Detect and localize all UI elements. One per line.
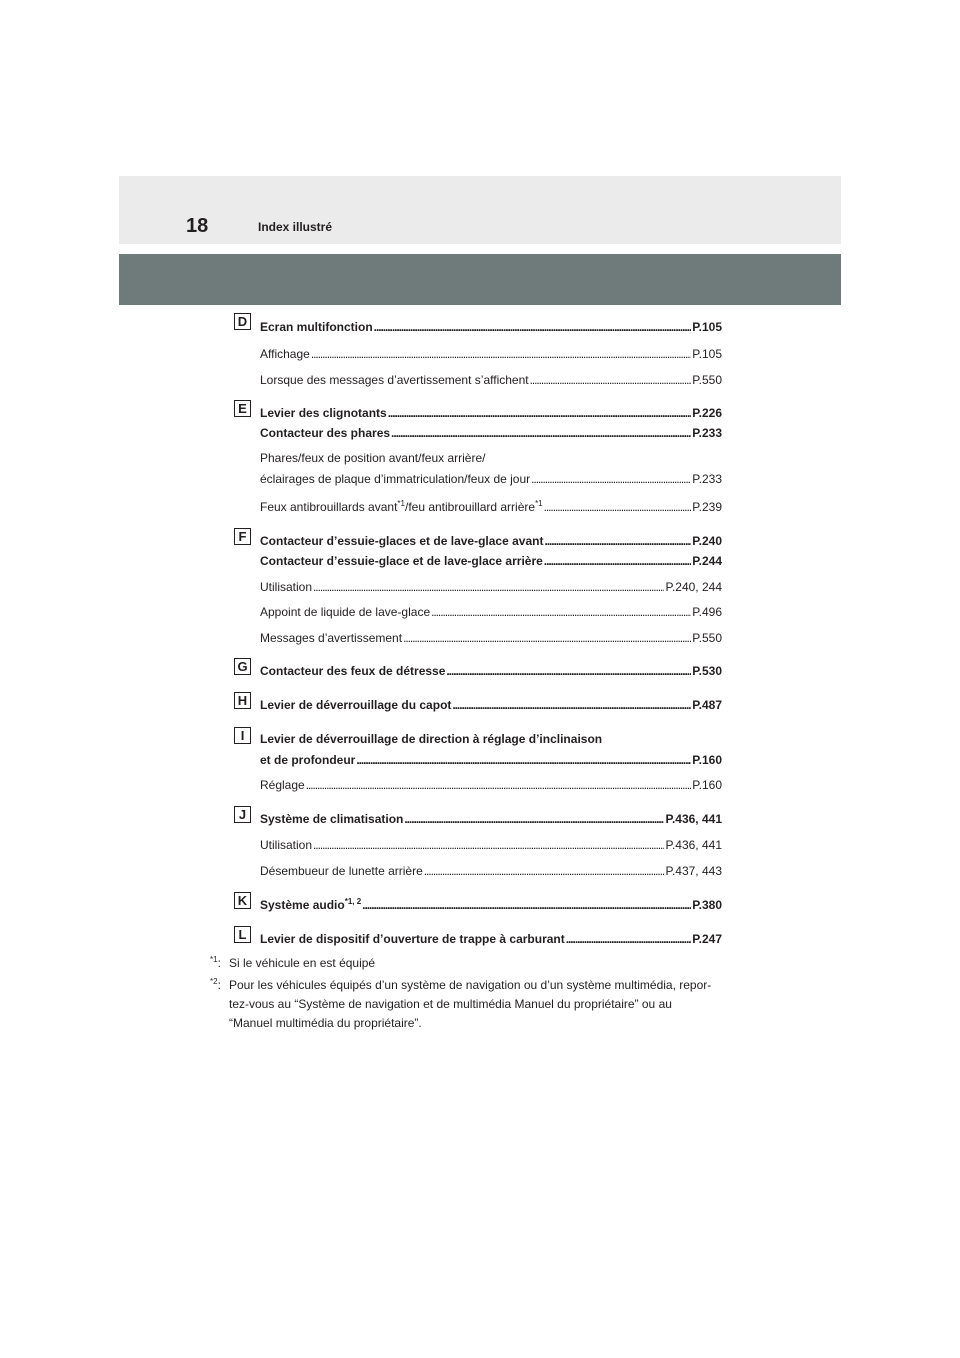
footnote-2-line2: tez-vous au “Système de navigation et de multimédia Manuel du propriétaire” ou au [229, 997, 672, 1011]
entry-label: Ecran multifonction [260, 320, 373, 334]
page-ref[interactable]: P.240 [692, 534, 722, 548]
entry-label: Système audio$^{*1, 2}$ [260, 897, 362, 912]
letter-box-e: E [234, 400, 251, 417]
footnote-2-line3: “Manuel multimédia du propriétaire”. [229, 1016, 422, 1030]
letter-box-f: F [234, 528, 251, 545]
header-bar [119, 176, 841, 244]
subentry-warning-messages[interactable] [260, 373, 722, 387]
footnote-2-mark: $^{*2}$: [210, 977, 221, 992]
dot-leader [544, 500, 692, 514]
dot-leader [356, 753, 691, 767]
page-ref[interactable]: P.496 [692, 605, 722, 619]
entry-rear-wiper-switch[interactable] [260, 554, 722, 568]
subentry-label: Désembueur de lunette arrière [260, 864, 423, 878]
entry-audio-system[interactable] [260, 898, 722, 912]
letter-box-i: I [234, 727, 251, 744]
letter-box-j: J [234, 806, 251, 823]
page-ref[interactable]: P.105 [692, 347, 722, 361]
entry-steering-lever[interactable] [260, 753, 722, 767]
dot-leader [530, 373, 692, 387]
subentry-adjustment[interactable] [260, 778, 722, 792]
page-ref[interactable]: P.380 [692, 898, 722, 912]
entry-air-conditioning[interactable] [260, 812, 722, 826]
entry-label: Contacteur des phares [260, 426, 391, 440]
page-ref[interactable]: P.436, 441 [665, 838, 722, 852]
dot-leader [404, 812, 664, 826]
page-ref[interactable]: P.436, 441 [665, 812, 722, 826]
page-ref[interactable]: P.226 [692, 406, 722, 420]
dot-leader [531, 472, 691, 486]
subentry-lights[interactable] [260, 472, 722, 486]
page-ref[interactable]: P.105 [692, 320, 722, 334]
page-ref[interactable]: P.550 [692, 373, 722, 387]
page-ref[interactable]: P.530 [692, 664, 722, 678]
dot-leader [374, 320, 692, 334]
subentry-washer-fluid[interactable] [260, 605, 722, 619]
letter-box-g: G [234, 658, 251, 675]
subentry-label: Feux antibrouillards avant$^{*1}$/feu antibrouillard arrière$^{*1}$ [260, 499, 543, 514]
entry-hazard-switch[interactable] [260, 664, 722, 678]
dot-leader [311, 347, 691, 361]
section-title: Index illustré [258, 220, 333, 234]
page-ref[interactable]: P.437, 443 [665, 864, 722, 878]
dot-leader [388, 406, 691, 420]
dot-leader [544, 554, 691, 568]
subentry-warning-messages[interactable] [260, 631, 722, 645]
entry-label: Contacteur des feux de détresse [260, 664, 446, 678]
footnote-ref: *1 [535, 499, 543, 508]
entry-label: Système de climatisation [260, 812, 404, 826]
dot-leader [362, 898, 691, 912]
dot-leader [403, 631, 691, 645]
dot-leader [446, 664, 691, 678]
dot-leader [566, 932, 691, 946]
subentry-label: Réglage [260, 778, 305, 792]
subentry-fog-lights[interactable] [260, 500, 722, 514]
dot-leader [391, 426, 691, 440]
subentry-label: Utilisation [260, 580, 313, 594]
page-ref[interactable]: P.233 [692, 472, 722, 486]
letter-box-k: K [234, 892, 251, 909]
entry-hood-release-lever[interactable] [260, 698, 722, 712]
subentry-display[interactable] [260, 347, 722, 361]
page-ref[interactable]: P.239 [692, 500, 722, 514]
dot-leader [313, 838, 664, 852]
dot-leader [424, 864, 665, 878]
illustration-band [119, 254, 841, 305]
entry-fuel-door-lever[interactable] [260, 932, 722, 946]
entry-headlight-switch[interactable] [260, 426, 722, 440]
dot-leader [306, 778, 691, 792]
page-ref[interactable]: P.244 [692, 554, 722, 568]
page-ref[interactable]: P.550 [692, 631, 722, 645]
entry-label: Levier de dispositif d’ouverture de trappe à carburant [260, 932, 565, 946]
entry-label: Levier des clignotants [260, 406, 387, 420]
page-ref[interactable]: P.233 [692, 426, 722, 440]
letter-box-l: L [234, 926, 251, 943]
subentry-label: Lorsque des messages d’avertissement s’affichent [260, 373, 529, 387]
footnote-1-mark: $^{*1}$: [210, 955, 221, 970]
entry-label: Contacteur d’essuie-glaces et de lave-glace avant [260, 534, 544, 548]
footnote-ref: *1 [397, 499, 405, 508]
entry-label: Levier de déverrouillage du capot [260, 698, 452, 712]
entry-turn-signal-lever[interactable] [260, 406, 722, 420]
subentry-label: Affichage [260, 347, 310, 361]
dot-leader [544, 534, 691, 548]
subentry-rear-defogger[interactable] [260, 864, 722, 878]
subentry-label: Appoint de liquide de lave-glace [260, 605, 431, 619]
entry-multi-info-display[interactable] [260, 320, 722, 334]
entry-front-wiper-switch[interactable] [260, 534, 722, 548]
page-ref[interactable]: P.160 [692, 753, 722, 767]
footnote-ref: *1, 2 [344, 897, 362, 906]
page-number: 18 [186, 215, 209, 237]
letter-box-d: D [234, 313, 251, 330]
subentry-lights-line1: Phares/feux de position avant/feux arrière/ [260, 451, 486, 465]
dot-leader [431, 605, 691, 619]
entry-label: et de profondeur [260, 753, 356, 767]
subentry-label: Messages d’avertissement [260, 631, 403, 645]
page-ref[interactable]: P.247 [692, 932, 722, 946]
page-ref[interactable]: P.487 [692, 698, 722, 712]
dot-leader [313, 580, 664, 594]
subentry-label: Utilisation [260, 838, 313, 852]
footnote-1-text: Si le véhicule en est équipé [229, 956, 376, 970]
entry-steering-lever-line1: Levier de déverrouillage de direction à réglage d’inclinaison [260, 732, 603, 746]
page-ref[interactable]: P.160 [692, 778, 722, 792]
letter-box-h: H [234, 692, 251, 709]
subentry-usage[interactable] [260, 580, 722, 594]
entry-label: Contacteur d’essuie-glace et de lave-glace arrière [260, 554, 543, 568]
subentry-usage[interactable] [260, 838, 722, 852]
subentry-label: éclairages de plaque d’immatriculation/feux de jour [260, 472, 531, 486]
dot-leader [452, 698, 691, 712]
page-ref[interactable]: P.240, 244 [665, 580, 722, 594]
footnote-2-line1: Pour les véhicules équipés d’un système de navigation ou d’un système multimédia, repor- [229, 978, 712, 992]
